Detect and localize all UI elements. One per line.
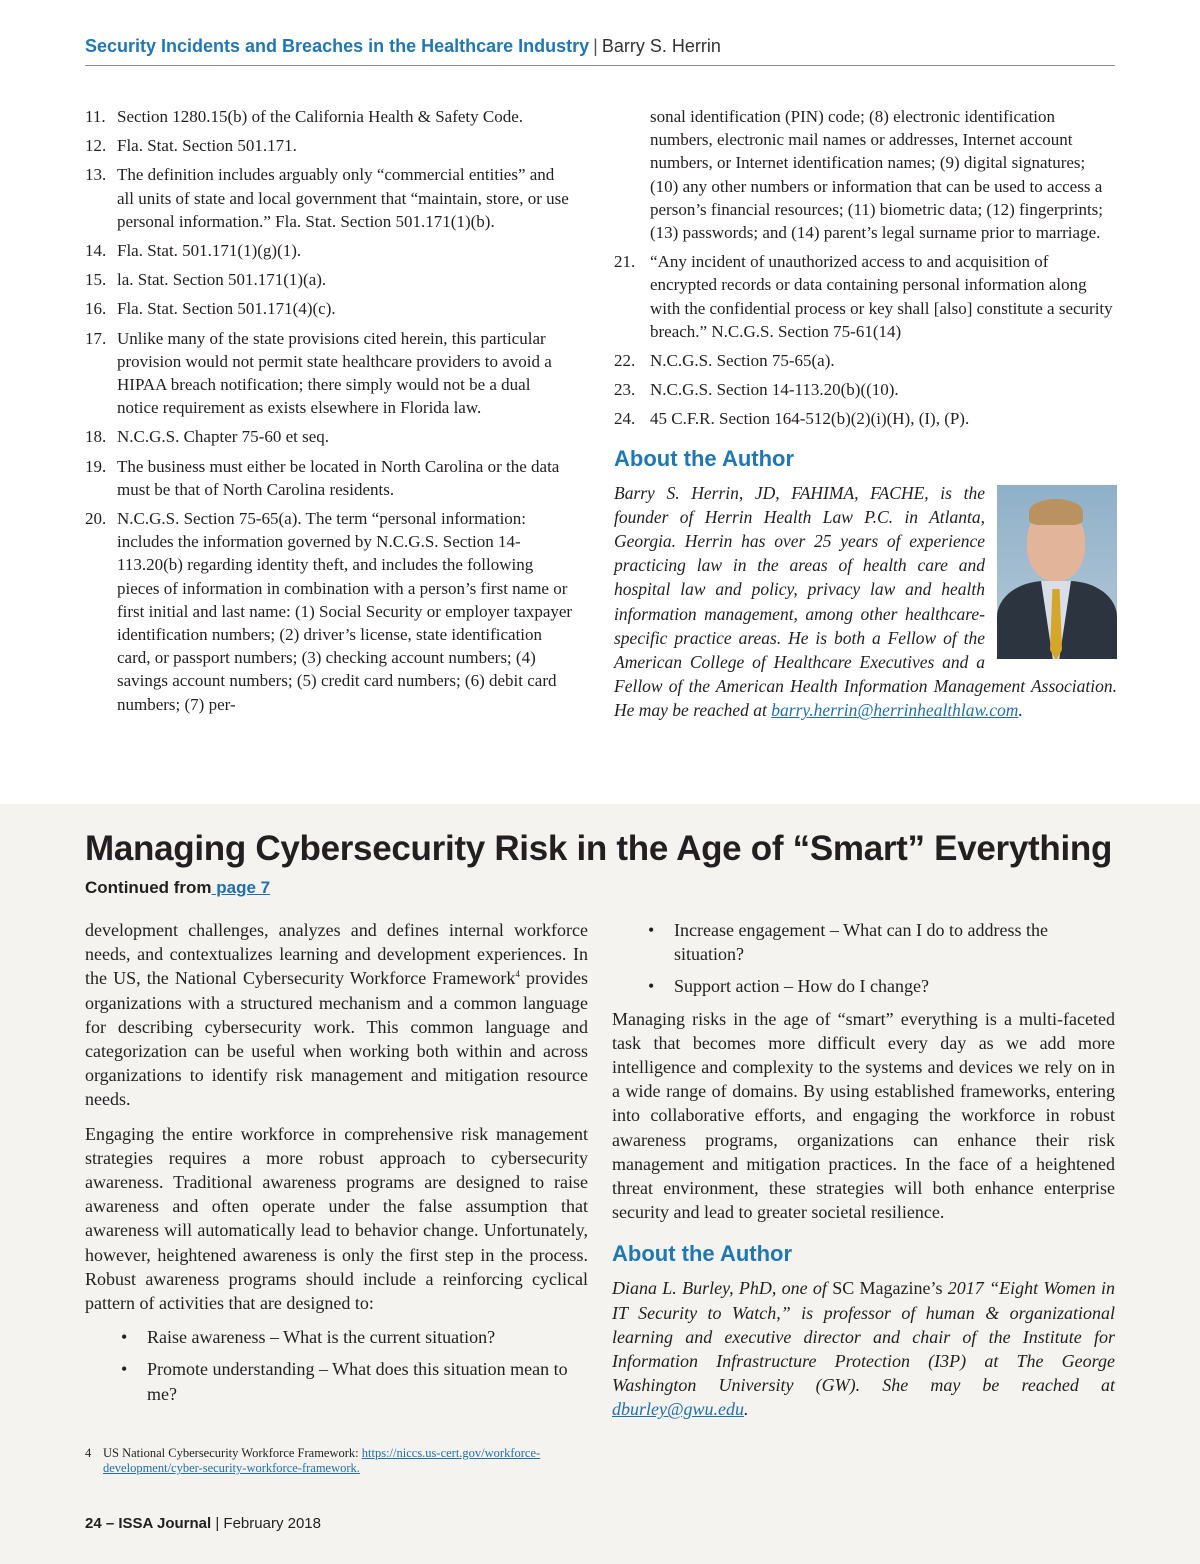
bullet-item — [111, 1325, 588, 1349]
endnote-item — [614, 378, 1117, 401]
endnote-item — [614, 250, 1117, 343]
author-bio-2-magazine: SC Magazine’s — [832, 1278, 943, 1299]
endnote-number: 16. — [85, 299, 107, 319]
endnote-number: 18. — [85, 427, 107, 447]
endnote-text: 45 C.F.R. Section 164-512(b)(2)(i)(H), (I), (P). — [650, 409, 970, 429]
footnote-4 — [85, 1446, 605, 1476]
author-bio-1-end: . — [1018, 700, 1023, 721]
endnote-item — [85, 425, 575, 448]
endnote-item — [85, 239, 575, 262]
endnote-number: 23. — [614, 380, 636, 400]
continued-from — [85, 876, 270, 900]
bullet-icon: • — [648, 920, 655, 940]
article-left-column — [85, 918, 588, 1414]
article-right-column — [612, 918, 1115, 1422]
endnote-item — [614, 349, 1117, 372]
bullet-item — [638, 918, 1115, 966]
endnote-number: 11. — [85, 107, 106, 126]
article-paragraph-3: Managing risks in the age of “smart” everything is a multi-faceted task that becomes more difficult every day as we add more intelligence and complexity to the systems and devices we rely on in a wide range of domains. By using established frameworks, entering into collaborative efforts, and engaging the workforce in robust awareness programs, organizations can enhance their risk management and mitigation practices. In the face of a heightened threat environment, these strategies will both enhance enterprise security and lead to greater societal resilience. — [612, 1008, 1115, 1223]
continued-from-label: Continued from — [85, 878, 212, 897]
continued-from-page-link[interactable]: page 7 — [211, 878, 271, 897]
author-bio-2 — [612, 1276, 1115, 1421]
bullet-item — [111, 1357, 588, 1405]
endnote-text: Unlike many of the state provisions cited herein, this particular provision would not permit state healthcare providers to avoid a HIPAA breach notification; there simply would not be a dual notice requirement as exists elsewhere in Florida law. — [117, 328, 552, 418]
bullet-icon: • — [121, 1359, 128, 1380]
bullet-text: Raise awareness – What is the current situation? — [147, 1327, 496, 1348]
endnotes-list-left — [85, 105, 575, 716]
footnote-number: 4 — [85, 1446, 92, 1460]
author-bio-1 — [614, 481, 1117, 723]
running-header — [85, 34, 1115, 66]
footnote-body — [103, 1446, 605, 1476]
endnote-item — [85, 105, 575, 128]
endnote-text: “Any incident of unauthorized access to and acquisition of encrypted records or data containing personal information along with the confidential process or key shall [also] constitute a security breach.” N.C.G.S. Section 75-61(14) — [650, 252, 1113, 341]
about-author-heading-1: About the Author — [614, 445, 795, 471]
bullet-text: Support action – How do I change? — [674, 976, 929, 997]
endnote-item — [85, 163, 575, 233]
endnote-text: Fla. Stat. Section 501.171(4)(c). — [117, 299, 336, 319]
endnotes-right-column — [614, 105, 1117, 723]
endnote-text: N.C.G.S. Section 75-65(a). The term “personal information: includes the information governed by N.C.G.S. Section 14-113.20(b) regarding identity theft, and includes the following pieces of information in combination with a person’s first name or first initial and last name: (1) Social Security or employer taxpayer identification numbers; (2) driver’s license, state identification card, or passport numbers; (3) checking account numbers; (4) savings account numbers; (5) credit card numbers; (6) debit card numbers; (7) per- — [117, 509, 573, 714]
endnote-text: la. Stat. Section 501.171(1)(a). — [117, 270, 327, 290]
endnote-text: N.C.G.S. Section 14-113.20(b)((10). — [650, 380, 899, 400]
article-paragraph-1-b: provides organizations with a structured mechanism and a common language for describing cybersecurity work. This common language and categorization can be useful when working both within and across organizations to identify risk management and mitigation resource needs. — [85, 968, 588, 1110]
endnote-text: N.C.G.S. Chapter 75-60 et seq. — [117, 427, 330, 447]
bullet-text: Increase engagement – What can I do to address the situation? — [674, 920, 1049, 965]
author-bio-2-end: . — [744, 1399, 749, 1420]
footnote-ref-4: 4 — [515, 969, 520, 980]
endnotes-list-right — [614, 250, 1117, 430]
endnote-text: N.C.G.S. Section 75-65(a). — [650, 351, 835, 371]
endnote-item — [85, 507, 575, 716]
endnote-text: The definition includes arguably only “commercial entities” and all units of state and local government that “maintain, store, or use personal information.” Fla. Stat. Section 501.171(1)(b). — [117, 165, 569, 231]
page-footer — [85, 1514, 321, 1534]
bullet-icon: • — [121, 1327, 128, 1348]
endnote-20-continuation: sonal identification (PIN) code; (8) electronic identification numbers, electronic mail names or addresses, Internet account numbers, or Internet identification names; (9) digital signatures; (10) any other numbers or information that can be used to access a person’s financial resources; (11) biometric data; (12) fingerprints; (13) passwords; and (14) parent’s legal surname prior to marriage. — [650, 107, 1104, 243]
footer-date: February 2018 — [223, 1515, 321, 1532]
endnote-number: 22. — [614, 351, 636, 371]
endnote-number: 15. — [85, 270, 107, 290]
endnote-text: Section 1280.15(b) of the California Health & Safety Code. — [117, 107, 524, 126]
bullet-icon: • — [648, 976, 655, 997]
author-photo — [997, 485, 1117, 659]
endnote-number: 20. — [85, 509, 107, 529]
about-author-heading-2: About the Author — [612, 1241, 793, 1267]
endnote-text: The business must either be located in North Carolina or the data must be that of North Carolina residents. — [117, 456, 560, 499]
endnote-item — [85, 455, 575, 501]
article-paragraph-1 — [85, 918, 588, 1112]
endnote-number: 17. — [85, 328, 107, 348]
endnote-item — [85, 327, 575, 420]
footer-separator: | — [215, 1515, 220, 1532]
endnote-number: 19. — [85, 456, 107, 476]
endnote-number: 21. — [614, 252, 636, 272]
author-bio-2-b: 2017 “Eight Women in IT Security to Watch,” is professor of human & organizational learning and executive director and chair of the Institute for Information Infrastructure Protection (I3P) at The George Washington University (GW). She may be reached at — [612, 1278, 1115, 1396]
footer-page-number: 24 – ISSA Journal — [85, 1515, 212, 1532]
endnote-number: 12. — [85, 136, 107, 156]
author-bio-2-a: Diana L. Burley, PhD, one of — [612, 1278, 833, 1299]
endnote-number: 14. — [85, 241, 107, 261]
footnote-text: US National Cybersecurity Workforce Framework: — [103, 1446, 362, 1460]
article-title: Managing Cybersecurity Risk in the Age of “Smart” Everything — [85, 829, 1113, 868]
endnote-item — [614, 407, 1117, 430]
endnote-text: Fla. Stat. Section 501.171. — [117, 136, 297, 156]
endnote-number: 24. — [614, 409, 636, 429]
author-1-email-link[interactable]: barry.herrin@herrinhealthlaw.com — [771, 700, 1019, 721]
endnote-item — [85, 134, 575, 157]
endnote-number: 13. — [85, 165, 107, 185]
endnote-text: Fla. Stat. 501.171(1)(g)(1). — [117, 241, 302, 261]
bullet-list-right — [612, 918, 1115, 999]
bullet-list-left — [85, 1325, 588, 1406]
article-paragraph-1-a: development challenges, analyzes and defines internal workforce needs, and contextualizes learning and development experiences. In the US, the National Cybersecurity Workforce Framework — [85, 920, 588, 989]
bullet-item — [638, 974, 1115, 998]
running-header-author: Barry S. Herrin — [601, 36, 721, 56]
running-header-title: Security Incidents and Breaches in the Healthcare Industry — [85, 36, 590, 56]
endnote-item — [85, 268, 575, 291]
author-2-email-link[interactable]: dburley@gwu.edu — [612, 1399, 745, 1420]
running-header-separator: | — [593, 36, 598, 56]
endnote-item — [85, 297, 575, 320]
endnotes-left-column — [85, 105, 575, 722]
bullet-text: Promote understanding – What does this situation mean to me? — [147, 1359, 568, 1404]
article-paragraph-2: Engaging the entire workforce in comprehensive risk management strategies requires a more robust approach to cybersecurity awareness. Traditional awareness programs are designed to raise awareness and often operate under the false assumption that awareness will automatically lead to behavior change. Unfortunately, however, heightened awareness is only the first step in the process. Robust awareness programs should include a reinforcing cyclical pattern of activities that are designed to: — [85, 1123, 588, 1314]
footnote-url-link[interactable]: https://niccs.us-cert.gov/workforce-development/cyber-security-workforce-framework. — [103, 1446, 541, 1475]
author-bio-1-text: Barry S. Herrin, JD, FAHIMA, FACHE, is the founder of Herrin Health Law P.C. in Atlanta, Georgia. Herrin has over 25 years of experience practicing law in the areas of health care and hospital law and policy, privacy law and health information management, among other healthcare-specific practice areas. He is both a Fellow of the American College of Healthcare Executives and a Fellow of the American Health Information Management Association. He may be reached at — [614, 482, 1117, 721]
